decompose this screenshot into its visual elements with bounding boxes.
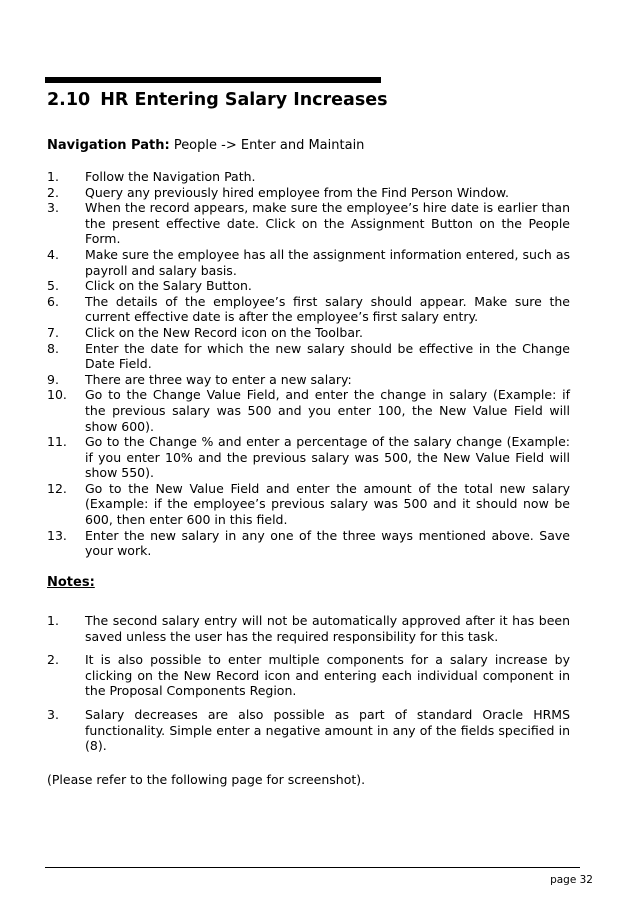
step-number: 2.: [47, 184, 59, 200]
section-title: HR Entering Salary Increases: [100, 90, 388, 110]
note-number: 1.: [47, 613, 59, 628]
step-text: The details of the employee’s first salary should appear. Make sure the current effective date is after the employee’s first salary entry.: [85, 293, 570, 325]
note-number: 2.: [47, 652, 59, 668]
step-text: Make sure the employee has all the assignment information entered, such as payroll and salary basis.: [85, 246, 570, 278]
steps-list: [47, 169, 570, 559]
step-number: 12.: [47, 480, 67, 496]
step-item: [47, 294, 570, 325]
note-number: 3.: [47, 706, 59, 722]
note-text: Salary decreases are also possible as part of standard Oracle HRMS functionality. Simple enter a negative amount in any of the fields specified in (8).: [85, 706, 570, 754]
step-text: Enter the date for which the new salary should be effective in the Change Date Field.: [85, 340, 570, 372]
step-number: 1.: [47, 169, 59, 184]
section-heading: [47, 88, 388, 112]
page-number: page 32: [550, 874, 593, 886]
navigation-path-label: Navigation Path:: [47, 138, 170, 153]
note-item: [47, 613, 570, 644]
step-text: Enter the new salary in any one of the three ways mentioned above. Save your work.: [85, 527, 570, 559]
notes-list: [47, 613, 570, 762]
step-item: [47, 372, 570, 388]
step-item: [47, 528, 570, 559]
step-number: 7.: [47, 324, 59, 340]
step-number: 4.: [47, 246, 59, 262]
note-item: [47, 652, 570, 699]
step-number: 11.: [47, 434, 67, 450]
note-item: [47, 707, 570, 754]
step-text: Query any previously hired employee from the Find Person Window.: [85, 184, 509, 200]
step-number: 5.: [47, 278, 59, 294]
step-item: [47, 341, 570, 372]
footer-rule: [45, 867, 580, 868]
note-text: It is also possible to enter multiple components for a salary increase by clicking on the New Record icon and entering each individual component in the Proposal Components Region.: [85, 652, 570, 699]
section-number: 2.10: [47, 90, 91, 110]
step-item: [47, 185, 570, 201]
step-text: When the record appears, make sure the employee’s hire date is earlier than the present effective date. Click on the Assignment Button on the People Form.: [85, 200, 570, 247]
refer-note: (Please refer to the following page for screenshot).: [47, 772, 366, 787]
step-number: 6.: [47, 293, 59, 309]
top-rule: [45, 77, 381, 83]
step-item: [47, 169, 570, 185]
step-text: Go to the Change % and enter a percentage of the salary change (Example: if you enter 10% and the previous salary was 500, the New Value Field will show 550).: [85, 434, 570, 481]
notes-heading: Notes:: [47, 575, 95, 590]
step-text: Click on the New Record icon on the Toolbar.: [85, 324, 363, 340]
step-number: 3.: [47, 200, 59, 216]
step-item: [47, 434, 570, 481]
step-text: Click on the Salary Button.: [85, 278, 252, 294]
step-number: 10.: [47, 387, 67, 403]
step-text: Go to the Change Value Field, and enter the change in salary (Example: if the previous salary was 500 and you enter 100, the New Value Field will show 600).: [85, 387, 570, 434]
note-text: The second salary entry will not be automatically approved after it has been saved unless the user has the required responsibility for this task.: [85, 613, 570, 644]
step-text: Follow the Navigation Path.: [85, 169, 256, 184]
navigation-path-value: People -> Enter and Maintain: [173, 138, 365, 153]
step-number: 9.: [47, 371, 59, 387]
step-number: 8.: [47, 340, 59, 356]
step-text: Go to the New Value Field and enter the amount of the total new salary (Example: if the employee’s previous salary was 500 and it should now be 600, then enter 600 in this field.: [85, 480, 570, 528]
step-item: [47, 247, 570, 278]
navigation-path: [47, 137, 364, 154]
step-item: [47, 387, 570, 434]
step-text: There are three way to enter a new salary:: [85, 371, 352, 387]
step-item: [47, 200, 570, 247]
step-number: 13.: [47, 527, 67, 543]
step-item: [47, 481, 570, 528]
step-item: [47, 325, 570, 341]
step-item: [47, 278, 570, 294]
